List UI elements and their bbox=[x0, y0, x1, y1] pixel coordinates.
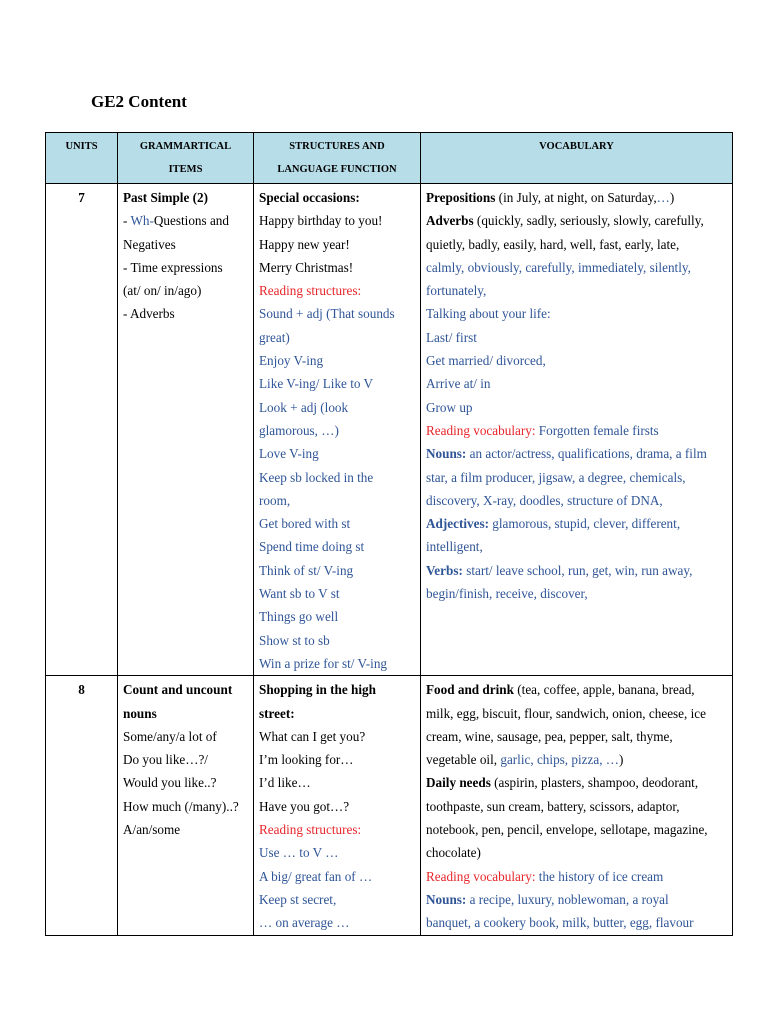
cell-text: (at/ on/ in/ago) bbox=[123, 283, 202, 299]
structures-cell bbox=[254, 184, 421, 676]
cell-text: (tea, coffee, apple, banana, bread, bbox=[513, 682, 695, 698]
cell-text: cream, wine, sausage, pea, pepper, salt, thyme, bbox=[426, 728, 673, 744]
cell-text: Spend time doing st bbox=[259, 539, 365, 555]
cell-text: great) bbox=[259, 329, 290, 345]
cell-text: glamorous, stupid, clever, different, bbox=[488, 516, 681, 532]
cell-text: Think of st/ V-ing bbox=[259, 562, 354, 578]
cell-text: Negatives bbox=[123, 236, 176, 252]
cell-text: nouns bbox=[123, 705, 157, 721]
cell-text: - Adverbs bbox=[123, 306, 175, 322]
cell-text: Like V-ing/ Like to V bbox=[259, 376, 374, 392]
cell-text: Use … to V … bbox=[259, 845, 339, 861]
page-title: GE2 Content bbox=[91, 92, 187, 111]
unit-row-7 bbox=[46, 184, 733, 676]
cell-text: - bbox=[123, 213, 131, 229]
cell-text: UNITS bbox=[65, 141, 98, 152]
cell-text: - Time expressions bbox=[123, 259, 223, 275]
cell-text: I’d like… bbox=[259, 775, 311, 791]
cell-text: Adverbs bbox=[426, 213, 474, 229]
cell-text: vegetable oil, bbox=[426, 752, 501, 768]
cell-text: I’m looking for… bbox=[259, 752, 354, 768]
header-units bbox=[46, 133, 118, 184]
cell-text: Happy birthday to you! bbox=[259, 213, 383, 229]
cell-text: street: bbox=[259, 705, 295, 721]
cell-text bbox=[426, 559, 727, 582]
cell-text: fortunately, bbox=[426, 283, 487, 299]
cell-text: quietly, badly, easily, hard, well, fast, early, late, bbox=[426, 236, 680, 252]
cell-text: What can I get you? bbox=[259, 728, 366, 744]
cell-text: Reading vocabulary: bbox=[426, 868, 536, 884]
cell-text bbox=[426, 678, 727, 701]
cell-text: start/ leave school, run, get, win, run away, bbox=[462, 562, 693, 578]
cell-text: Nouns: bbox=[426, 446, 467, 462]
cell-text: Would you like..? bbox=[123, 775, 217, 791]
content-table bbox=[45, 132, 733, 936]
cell-text: Questions and bbox=[153, 213, 229, 229]
grammar-cell bbox=[118, 184, 254, 676]
cell-text bbox=[426, 209, 727, 232]
cell-text: Some/any/a lot of bbox=[123, 728, 217, 744]
cell-text: Have you got…? bbox=[259, 798, 350, 814]
cell-text: Talking about your life: bbox=[426, 306, 551, 322]
cell-text: Wh- bbox=[130, 213, 154, 229]
cell-text: notebook, pen, pencil, envelope, sellotape, magazine, bbox=[426, 822, 708, 838]
cell-text: the history of ice cream bbox=[535, 868, 664, 884]
cell-text: Food and drink bbox=[426, 682, 514, 698]
unit-number: 8 bbox=[46, 676, 118, 935]
cell-text: Prepositions bbox=[426, 190, 496, 205]
cell-text: Get married/ divorced, bbox=[426, 353, 546, 369]
cell-text: Want sb to V st bbox=[259, 586, 340, 602]
cell-text: Verbs: bbox=[426, 562, 463, 578]
cell-text: an actor/actress, qualifications, drama, a film bbox=[466, 446, 707, 462]
cell-text: Adjectives: bbox=[426, 516, 489, 532]
header-vocabulary bbox=[421, 133, 733, 184]
cell-text bbox=[123, 209, 248, 232]
cell-text: Things go well bbox=[259, 609, 339, 625]
cell-text: Win a prize for st/ V-ing bbox=[259, 655, 388, 671]
cell-text: Love V-ing bbox=[259, 446, 319, 462]
cell-text: banquet, a cookery book, milk, butter, egg, flavour bbox=[426, 915, 694, 931]
cell-text: glamorous, …) bbox=[259, 422, 339, 438]
header-row bbox=[46, 133, 733, 184]
cell-text: Reading structures: bbox=[259, 822, 362, 838]
cell-text bbox=[426, 771, 727, 794]
header-structures bbox=[254, 133, 421, 184]
cell-text: How much (/many)..? bbox=[123, 798, 239, 814]
cell-text: Merry Christmas! bbox=[259, 259, 354, 275]
cell-text: toothpaste, sun cream, battery, scissors, adaptor, bbox=[426, 798, 680, 814]
cell-text: ) bbox=[619, 752, 624, 768]
cell-text bbox=[426, 442, 727, 465]
cell-text: Look + adj (look bbox=[259, 399, 349, 415]
cell-text: Daily needs bbox=[426, 775, 491, 791]
cell-text: calmly, obviously, carefully, immediately, silently, bbox=[426, 259, 691, 275]
cell-text bbox=[426, 512, 727, 535]
cell-text: Nouns: bbox=[426, 891, 467, 907]
cell-text: milk, egg, biscuit, flour, sandwich, onion, cheese, ice bbox=[426, 705, 707, 721]
cell-text: (in July, at night, on Saturday, bbox=[495, 190, 657, 205]
cell-text: Sound + adj (That sounds bbox=[259, 306, 395, 322]
cell-text: Shopping in the high bbox=[259, 682, 376, 698]
cell-text: Get bored with st bbox=[259, 516, 351, 532]
cell-text: Special occasions: bbox=[259, 190, 360, 205]
cell-text: garlic, chips, pizza, … bbox=[500, 752, 619, 768]
cell-text: intelligent, bbox=[426, 539, 483, 555]
cell-text: chocolate) bbox=[426, 845, 481, 861]
cell-text: star, a film producer, jigsaw, a degree, chemicals, bbox=[426, 469, 686, 485]
vocabulary-cell bbox=[421, 184, 733, 676]
cell-text: a recipe, luxury, noblewoman, a royal bbox=[466, 891, 669, 907]
header-grammar bbox=[118, 133, 254, 184]
cell-text: A big/ great fan of … bbox=[259, 868, 373, 884]
cell-text: Enjoy V-ing bbox=[259, 353, 324, 369]
cell-text: VOCABULARY bbox=[539, 141, 614, 152]
cell-text: Forgotten female firsts bbox=[535, 422, 659, 438]
cell-text: ) bbox=[669, 190, 675, 205]
cell-text: GRAMMARTICAL bbox=[139, 141, 232, 152]
cell-text: … bbox=[656, 190, 670, 205]
cell-text: Count and uncount bbox=[123, 682, 233, 698]
cell-text: room, bbox=[259, 492, 291, 508]
cell-text: Happy new year! bbox=[259, 236, 350, 252]
cell-text: ITEMS bbox=[168, 164, 203, 175]
unit-number: 7 bbox=[46, 184, 118, 676]
cell-text: Arrive at/ in bbox=[426, 376, 491, 392]
cell-text: discovery, X-ray, doodles, structure of DNA, bbox=[426, 492, 663, 508]
grammar-cell bbox=[118, 676, 254, 935]
cell-text bbox=[426, 748, 727, 771]
cell-text: Reading vocabulary: bbox=[426, 422, 536, 438]
cell-text bbox=[426, 186, 727, 209]
cell-text: (quickly, sadly, seriously, slowly, carefully, bbox=[473, 213, 704, 229]
cell-text: A/an/some bbox=[123, 822, 181, 838]
cell-text: Keep st secret, bbox=[259, 891, 337, 907]
vocabulary-cell bbox=[421, 676, 733, 935]
cell-text: Show st to sb bbox=[259, 632, 330, 648]
cell-text bbox=[426, 865, 727, 888]
structures-cell bbox=[254, 676, 421, 935]
cell-text: Grow up bbox=[426, 399, 473, 415]
unit-row-8 bbox=[46, 676, 733, 935]
cell-text: LANGUAGE FUNCTION bbox=[277, 164, 397, 175]
cell-text: STRUCTURES AND bbox=[289, 141, 385, 152]
cell-text: Reading structures: bbox=[259, 283, 362, 299]
cell-text bbox=[426, 419, 727, 442]
cell-text: Past Simple (2) bbox=[123, 190, 208, 205]
cell-text: Last/ first bbox=[426, 329, 477, 345]
cell-text: (aspirin, plasters, shampoo, deodorant, bbox=[490, 775, 699, 791]
cell-text: … on average … bbox=[259, 915, 350, 931]
cell-text bbox=[426, 888, 727, 911]
cell-text: Do you like…?/ bbox=[123, 752, 208, 768]
cell-text: begin/finish, receive, discover, bbox=[426, 586, 588, 602]
cell-text: Keep sb locked in the bbox=[259, 469, 374, 485]
